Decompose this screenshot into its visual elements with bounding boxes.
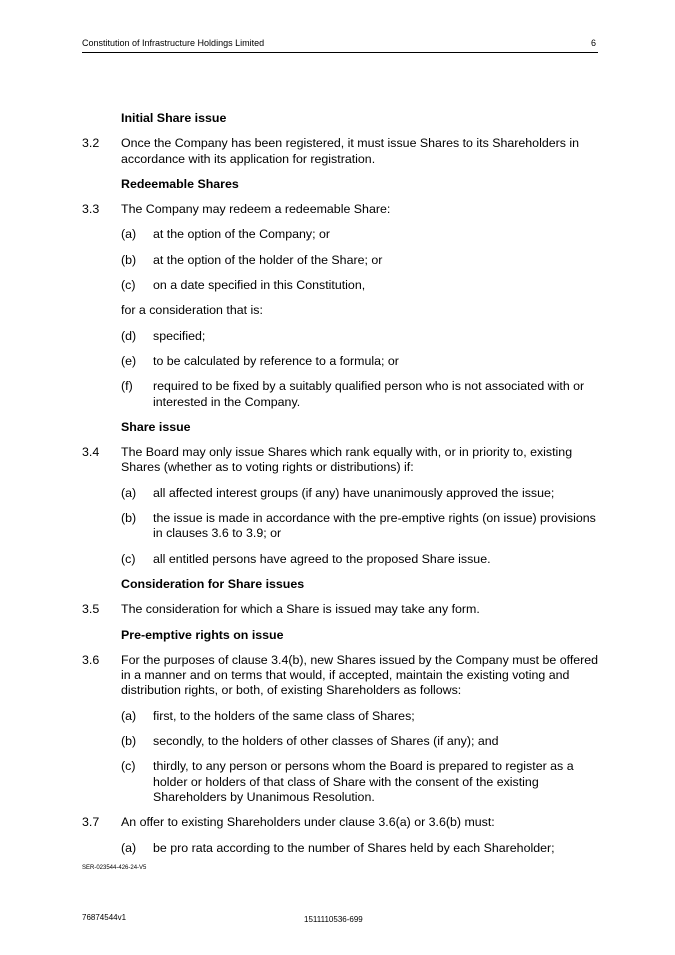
sub-item — [82, 511, 602, 542]
clause-number: 3.4 — [82, 445, 100, 460]
header-rule — [82, 52, 598, 53]
clause-3-3 — [82, 202, 602, 217]
running-header-title: Constitution of Infrastructure Holdings Limited — [82, 38, 265, 48]
sub-item — [82, 227, 602, 242]
sub-item — [82, 759, 602, 805]
sub-item-text: required to be fixed by a suitably qualified person who is not associated with or interested in the Company. — [153, 379, 585, 409]
sub-item-text: to be calculated by reference to a formula; or — [153, 353, 399, 368]
sub-item — [82, 734, 602, 749]
sub-item — [82, 486, 602, 501]
page-number: 6 — [591, 38, 597, 48]
clause-text: An offer to existing Shareholders under clause 3.6(a) or 3.6(b) must: — [121, 815, 495, 830]
clause-3-2 — [82, 136, 602, 167]
sub-item-label: (c) — [121, 551, 136, 566]
sub-item-label: (d) — [121, 328, 137, 343]
sub-item-text: all entitled persons have agreed to the proposed Share issue. — [153, 551, 491, 566]
sub-item — [82, 253, 602, 268]
sub-item — [82, 552, 602, 567]
sub-item-label: (b) — [121, 511, 137, 526]
sub-item-label: (e) — [121, 353, 137, 368]
clause-number: 3.5 — [82, 602, 100, 617]
sub-item — [82, 278, 602, 293]
sub-item-label: (f) — [121, 379, 133, 394]
sub-item-text: thirdly, to any person or persons whom the Board is prepared to register as a holder or holders of that class of Share with the consent of the existing Shareholders by Unanimous Resolution. — [153, 759, 574, 804]
clause-text: Once the Company has been registered, it must issue Shares to its Shareholders in accordance with its application for registration. — [121, 136, 580, 166]
heading-redeemable-shares: Redeemable Shares — [121, 176, 239, 191]
sub-item-text: at the option of the Company; or — [153, 227, 331, 242]
clause-text: The consideration for which a Share is issued may take any form. — [121, 602, 480, 617]
sub-item-text: the issue is made in accordance with the pre-emptive rights (on issue) provisions in clauses 3.6 to 3.9; or — [153, 511, 596, 541]
clause-3-4 — [82, 445, 602, 476]
clause-text: For the purposes of clause 3.4(b), new Shares issued by the Company must be offered in a manner and on terms that would, if accepted, maintain the existing voting and distribution rights, or both, of existing Shareholders as follows: — [121, 652, 599, 698]
clause-3-5 — [82, 602, 602, 617]
sub-item-text: first, to the holders of the same class of Shares; — [153, 708, 415, 723]
sub-item-text: on a date specified in this Constitution, — [153, 278, 366, 293]
clause-text: The Company may redeem a redeemable Share: — [121, 202, 391, 217]
sub-item — [82, 354, 602, 369]
document-body — [82, 111, 602, 866]
heading-share-issue: Share issue — [121, 419, 191, 434]
sub-item-label: (a) — [121, 485, 137, 500]
document-reference: SER-023544-426-24-V5 — [82, 865, 147, 871]
sub-item — [82, 329, 602, 344]
clause-number: 3.6 — [82, 652, 100, 667]
clause-3-6 — [82, 653, 602, 699]
footer-matter-number: 1511110536-699 — [304, 915, 363, 924]
sub-item — [82, 379, 602, 410]
sub-item-text: secondly, to the holders of other classes of Shares (if any); and — [153, 734, 499, 749]
clause-number: 3.3 — [82, 202, 100, 217]
sub-item-label: (a) — [121, 840, 137, 855]
sub-item-text: all affected interest groups (if any) have unanimously approved the issue; — [153, 485, 555, 500]
sub-item-label: (b) — [121, 252, 137, 267]
sub-item-label: (a) — [121, 708, 137, 723]
heading-consideration: Consideration for Share issues — [121, 576, 305, 591]
sub-item — [82, 709, 602, 724]
heading-pre-emptive-rights: Pre-emptive rights on issue — [121, 627, 284, 642]
sub-item-text: at the option of the holder of the Share; or — [153, 252, 383, 267]
clause-3-7 — [82, 815, 602, 830]
heading-initial-share-issue: Initial Share issue — [121, 111, 227, 125]
sub-item-text: specified; — [153, 328, 206, 343]
sub-item-text: be pro rata according to the number of Shares held by each Shareholder; — [153, 840, 555, 855]
sub-item-label: (c) — [121, 759, 136, 774]
footer-version-id: 76874544v1 — [82, 913, 127, 922]
continuation-text: for a consideration that is: — [121, 303, 263, 318]
clause-number: 3.7 — [82, 815, 100, 830]
clause-text: The Board may only issue Shares which rank equally with, or in priority to, existing Shares (whether as to voting rights or distributions) if: — [121, 445, 573, 475]
sub-item-label: (c) — [121, 278, 136, 293]
sub-item-label: (a) — [121, 227, 137, 242]
clause-number: 3.2 — [82, 136, 100, 151]
sub-item-label: (b) — [121, 734, 137, 749]
sub-item — [82, 841, 602, 856]
